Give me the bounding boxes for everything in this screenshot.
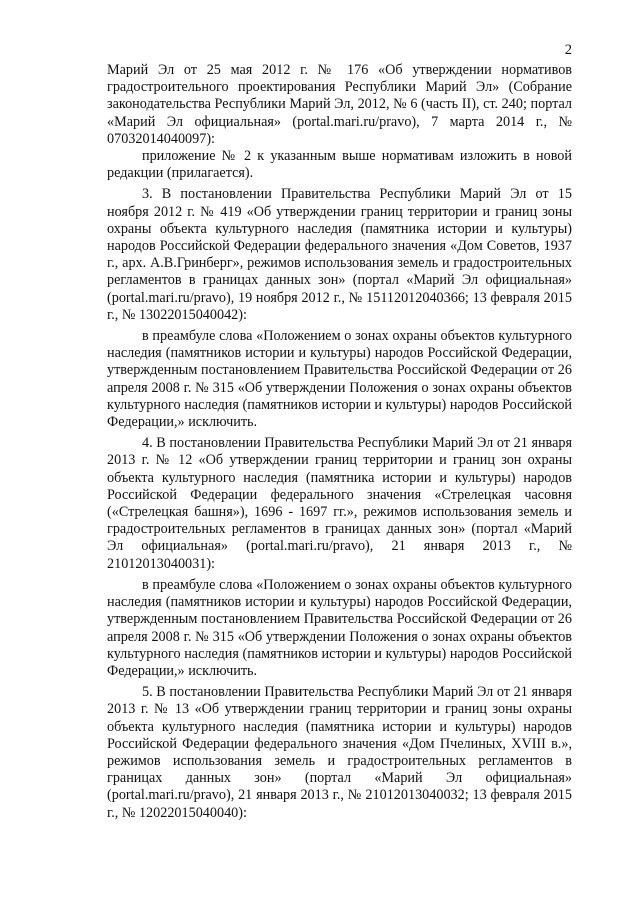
paragraph-item-4-preamble: в преамбуле слова «Положением о зонах охраны объектов культурного наследия (памятников истории и культуры) народов Российской Федерации, утвержденным постановлением Правительства Российской Федерации от 26 апреля 2008 г. № 315 «Об утверждении Положения о зонах охраны объектов культурного наследия (памятников истории и культуры) народов Российской Федерации,» исключить. [107,576,572,679]
paragraph-item-3-preamble: в преамбуле слова «Положением о зонах охраны объектов культурного наследия (памятников истории и культуры) народов Российской Федерации, утвержденным постановлением Правительства Российской Федерации от 26 апреля 2008 г. № 315 «Об утверждении Положения о зонах охраны объектов культурного наследия (памятников истории и культуры) народов Российской Федерации,» исключить. [107,328,572,431]
paragraph-continuation: Марий Эл от 25 мая 2012 г. № 176 «Об утверждении нормативов градостроительного проектирования Республики Марий Эл» (Собрание законодательства Республики Марий Эл, 2012, № 6 (часть II), ст. 240; портал «Марий Эл официальная» (portal.mari.ru/pravo), 7 марта 2014 г., № 07032014040097): [107,62,572,147]
document-body [107,62,572,822]
paragraph-appendix-amendment: приложение № 2 к указанным выше нормативам изложить в новой редакции (прилагается). [107,148,572,182]
paragraph-item-4: 4. В постановлении Правительства Республики Марий Эл от 21 января 2013 г. № 12 «Об утверждении границ территории и границ зон охраны объекта культурного наследия (памятника истории и культуры) народов Российской Федерации федерального значения «Стрелецкая часовня («Стрелецкая башня»), 1696 - 1697 гг.», режимов использования земель и градостроительных регламентов в границах данных зон» (портал «Марий Эл официальная» (portal.mari.ru/pravo), 21 января 2013 г., № 21012013040031): [107,435,572,572]
page-number: 2 [564,42,572,58]
paragraph-item-5: 5. В постановлении Правительства Республики Марий Эл от 21 января 2013 г. № 13 «Об утверждении границ территории и границ зоны охраны объекта культурного наследия (памятника истории и культуры) народов Российской Федерации федерального значения «Дом Пчелиных, XVIII в.», режимов использования земель и градостроительных регламентов в границах данных зон» (портал «Марий Эл официальная» (portal.mari.ru/pravo), 21 января 2013 г., № 21012013040032; 13 февраля 2015 г., № 12022015040040): [107,684,572,821]
paragraph-item-3: 3. В постановлении Правительства Республики Марий Эл от 15 ноября 2012 г. № 419 «Об утверждении границ территории и границ зоны охраны объекта культурного наследия (памятника истории и культуры) народов Российской Федерации федерального значения «Дом Советов, 1937 г., арх. А.В.Гринберг», режимов использования земель и градостроительных регламентов в границах данных зон» (портал «Марий Эл официальная» (portal.mari.ru/pravo), 19 ноября 2012 г., № 15112012040366; 13 февраля 2015 г., № 13022015040042): [107,186,572,323]
